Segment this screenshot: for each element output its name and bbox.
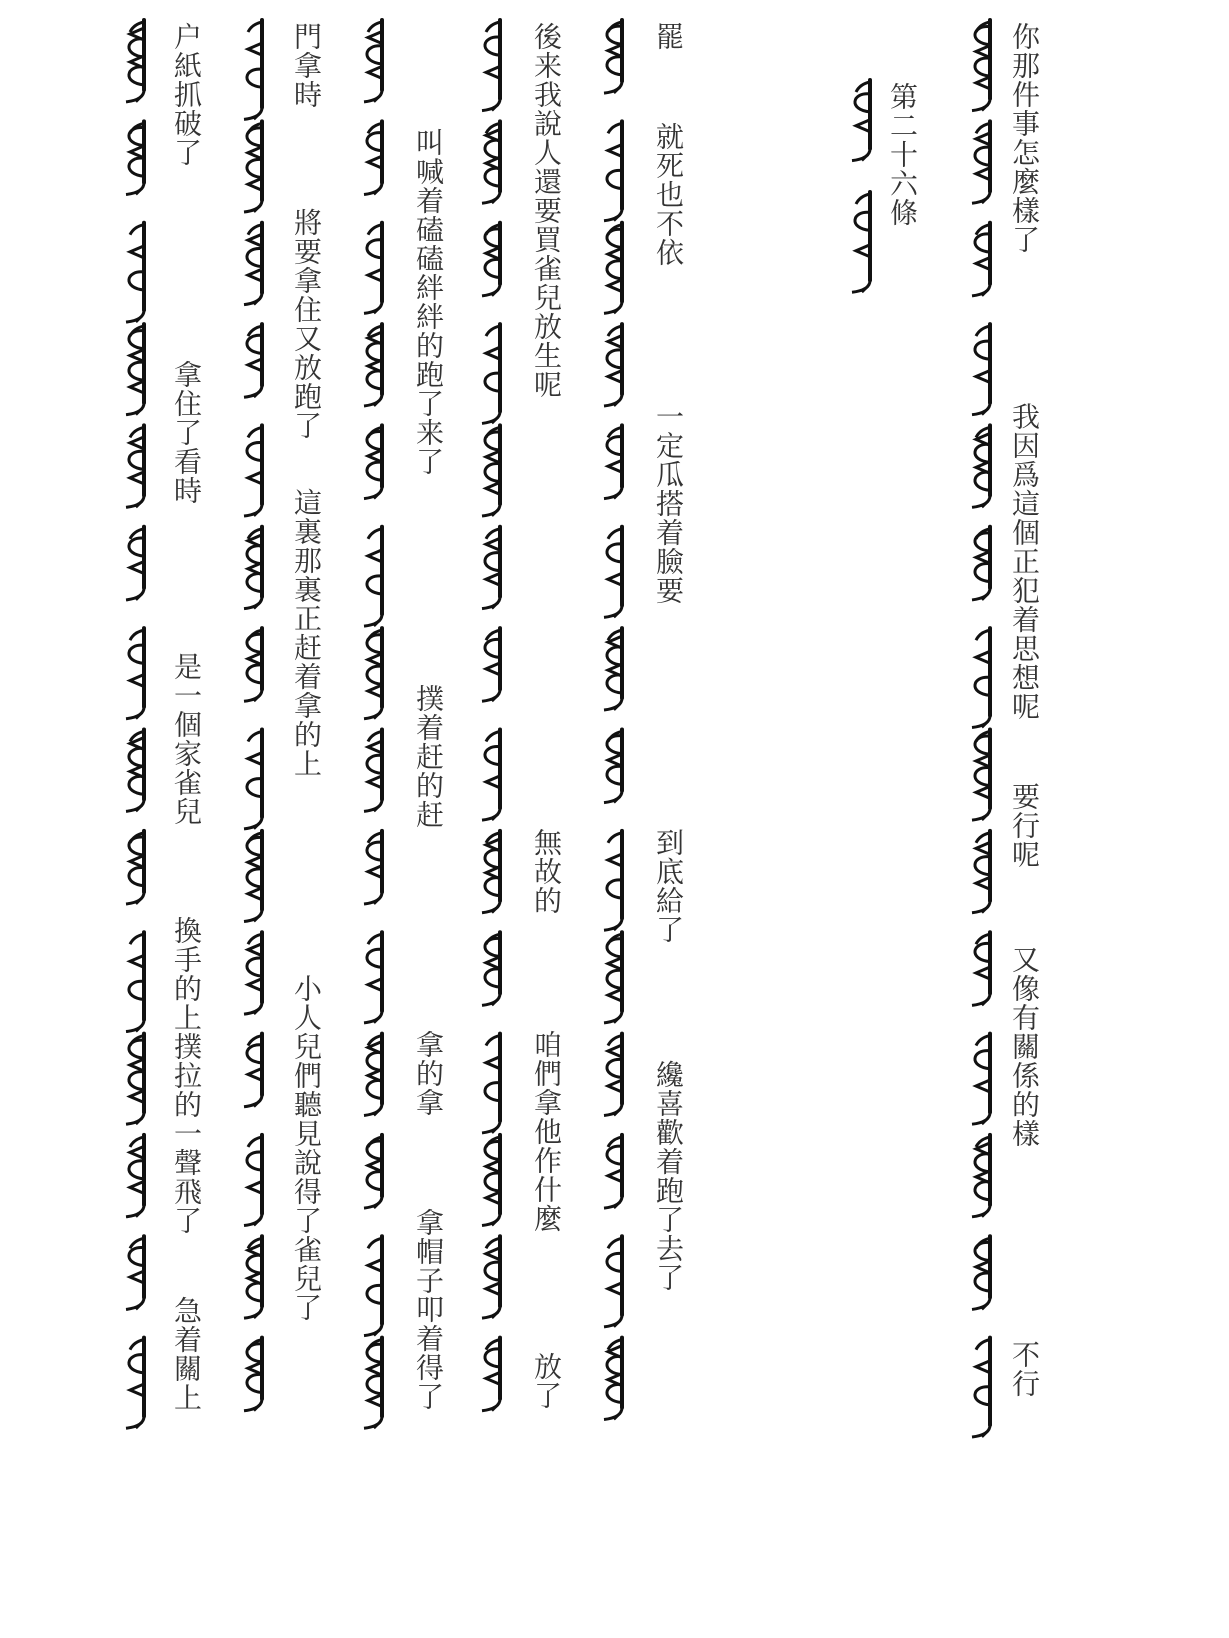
manchu-word-glyph	[972, 20, 990, 111]
manchu-word-glyph	[364, 730, 382, 812]
manchu-word-glyph	[604, 730, 622, 803]
manchu-word-glyph	[126, 730, 144, 812]
manchu-script-drawing	[104, 20, 174, 1425]
gloss-2-c: 一定瓜搭着臉要	[652, 402, 685, 605]
manchu-word-glyph	[244, 121, 262, 212]
manchu-word-glyph	[364, 1338, 382, 1429]
manchu-word-glyph	[482, 1338, 500, 1411]
manchu-word-glyph	[482, 932, 500, 1005]
gloss-3-d: 咱們拿他作什麼	[530, 1030, 563, 1233]
gloss-6-d: 換手的上撲拉的一聲飛了	[170, 916, 203, 1235]
gloss-2-d: 到底給了	[652, 828, 685, 944]
manchu-word-glyph	[482, 425, 500, 516]
gloss-5-c: 這裏那裏正赶着拿的上	[290, 488, 323, 778]
gloss-1-a: 你那件事怎麼樣了	[1008, 22, 1041, 254]
manchu-line-4	[342, 20, 412, 1425]
gloss-5-b: 將要拿住又放跑了	[290, 208, 323, 440]
manchu-word-glyph	[972, 730, 990, 821]
gloss-3-a: 後来我說	[530, 22, 563, 138]
manchu-word-glyph	[482, 1135, 500, 1226]
manchu-word-glyph	[126, 527, 144, 600]
manchu-word-glyph	[364, 1135, 382, 1208]
manchu-word-glyph	[126, 1236, 144, 1309]
section-heading-gloss: 第二十六條	[886, 82, 919, 227]
manchu-word-glyph	[604, 20, 622, 93]
manchu-word-glyph	[604, 831, 622, 930]
manchu-word-glyph	[604, 223, 622, 314]
gloss-3-e: 放了	[530, 1352, 563, 1410]
manchu-word-glyph	[972, 1135, 990, 1217]
manchu-word-glyph	[126, 628, 144, 719]
gloss-5-d: 小人兒們聽見說得了雀兒了	[290, 974, 323, 1322]
manchu-line-2	[582, 20, 652, 1425]
gloss-4-c: 拿的拿	[412, 1030, 445, 1117]
manchu-word-glyph	[126, 1338, 144, 1429]
manchu-word-glyph	[364, 425, 382, 498]
manchu-word-glyph	[244, 932, 262, 1014]
manchu-word-glyph	[482, 121, 500, 203]
manchu-word-glyph	[604, 932, 622, 1023]
manchu-word-glyph	[482, 831, 500, 913]
manchu-word-glyph	[604, 425, 622, 498]
manchu-word-glyph	[364, 324, 382, 406]
manchu-line-3	[460, 20, 530, 1425]
gloss-3-c: 無故的	[530, 828, 563, 915]
manchu-word-glyph	[604, 1034, 622, 1116]
manchu-word-glyph	[482, 1236, 500, 1318]
manchu-word-glyph	[126, 425, 144, 507]
manchu-word-glyph	[126, 324, 144, 415]
gloss-2-b: 就死也不依	[652, 122, 685, 267]
gloss-6-b: 拿住了看時	[170, 360, 203, 505]
manchu-word-glyph	[126, 223, 144, 322]
manchu-word-glyph	[364, 831, 382, 904]
manchu-word-glyph	[126, 1135, 144, 1217]
manchu-word-glyph	[244, 1338, 262, 1411]
manchu-script-drawing	[222, 20, 292, 1425]
manchu-word-glyph	[482, 628, 500, 701]
manchu-word-glyph	[244, 628, 262, 701]
manchu-word-glyph	[604, 1338, 622, 1420]
manchu-word-glyph	[972, 628, 990, 727]
manchu-line-5	[222, 20, 292, 1425]
manchu-word-glyph	[972, 932, 990, 1005]
gloss-4-b: 撲着赶的赶	[412, 684, 445, 829]
manchu-word-glyph	[972, 527, 990, 600]
manchu-word-glyph	[364, 20, 382, 102]
manchu-word-glyph	[604, 1135, 622, 1208]
gloss-6-a: 户紙抓破了	[170, 22, 203, 167]
manchu-script-drawing	[342, 20, 412, 1425]
manchu-word-glyph	[604, 324, 622, 406]
manchu-word-glyph	[604, 527, 622, 618]
manchu-word-glyph	[482, 324, 500, 423]
gloss-2-e: 纔喜歡着跑了去了	[652, 1060, 685, 1292]
manchu-line-6	[104, 20, 174, 1425]
manchu-word-glyph	[244, 527, 262, 609]
manchu-word-glyph	[604, 121, 622, 220]
manchu-word-glyph	[364, 628, 382, 719]
manchu-word-glyph	[972, 223, 990, 296]
manchu-word-glyph	[482, 730, 500, 821]
manchu-script-drawing	[460, 20, 530, 1425]
gloss-4-a: 叫喊着磕磕絆絆的跑了来了	[412, 128, 445, 476]
manchu-word-glyph	[852, 192, 870, 292]
manchu-word-glyph	[482, 527, 500, 609]
gloss-1-e: 不行	[1008, 1340, 1041, 1398]
manchu-word-glyph	[604, 628, 622, 710]
gloss-2-a: 罷	[652, 22, 685, 51]
manchu-script-drawing	[582, 20, 652, 1425]
manchu-word-glyph	[482, 20, 500, 111]
manchu-word-glyph	[482, 1034, 500, 1133]
gloss-1-c: 要行呢	[1008, 782, 1041, 869]
manchu-word-glyph	[604, 1236, 622, 1327]
manchu-word-glyph	[364, 223, 382, 314]
manchu-word-glyph	[482, 223, 500, 296]
gloss-1-b: 我因爲這個正犯着思想呢	[1008, 402, 1041, 721]
manchu-word-glyph	[126, 831, 144, 904]
manchu-word-glyph	[244, 1236, 262, 1318]
manchu-word-glyph	[126, 1034, 144, 1125]
manchu-word-glyph	[364, 527, 382, 626]
gloss-6-c: 是一個家雀兒	[170, 652, 203, 826]
manchu-word-glyph	[244, 20, 262, 119]
manchu-word-glyph	[126, 20, 144, 102]
gloss-1-d: 又像有關係的樣	[1008, 945, 1041, 1148]
gloss-3-b: 人還要買雀兒放生呢	[530, 138, 563, 399]
manchu-word-glyph	[972, 121, 990, 203]
manchu-word-glyph	[244, 425, 262, 516]
manchu-word-glyph	[244, 324, 262, 397]
manchu-word-glyph	[364, 1236, 382, 1335]
manchu-word-glyph	[972, 1034, 990, 1125]
manchu-word-glyph	[972, 425, 990, 507]
manchu-word-glyph	[364, 121, 382, 194]
gloss-6-e: 急着關上	[170, 1296, 203, 1412]
manchu-word-glyph	[126, 121, 144, 194]
manchu-word-glyph	[364, 932, 382, 1023]
manchu-word-glyph	[244, 223, 262, 305]
manchu-word-glyph	[244, 1034, 262, 1107]
manchu-word-glyph	[364, 1034, 382, 1116]
manchu-word-glyph	[972, 1236, 990, 1309]
gloss-5-a: 門拿時	[290, 22, 323, 109]
manchu-word-glyph	[972, 1338, 990, 1437]
manchu-word-glyph	[244, 1135, 262, 1226]
manchu-word-glyph	[852, 80, 870, 161]
manchu-word-glyph	[244, 831, 262, 922]
manchu-word-glyph	[244, 730, 262, 829]
manchu-word-glyph	[972, 324, 990, 415]
gloss-4-d: 拿帽子叩着得了	[412, 1208, 445, 1411]
manchu-word-glyph	[126, 932, 144, 1031]
manchu-word-glyph	[972, 831, 990, 913]
